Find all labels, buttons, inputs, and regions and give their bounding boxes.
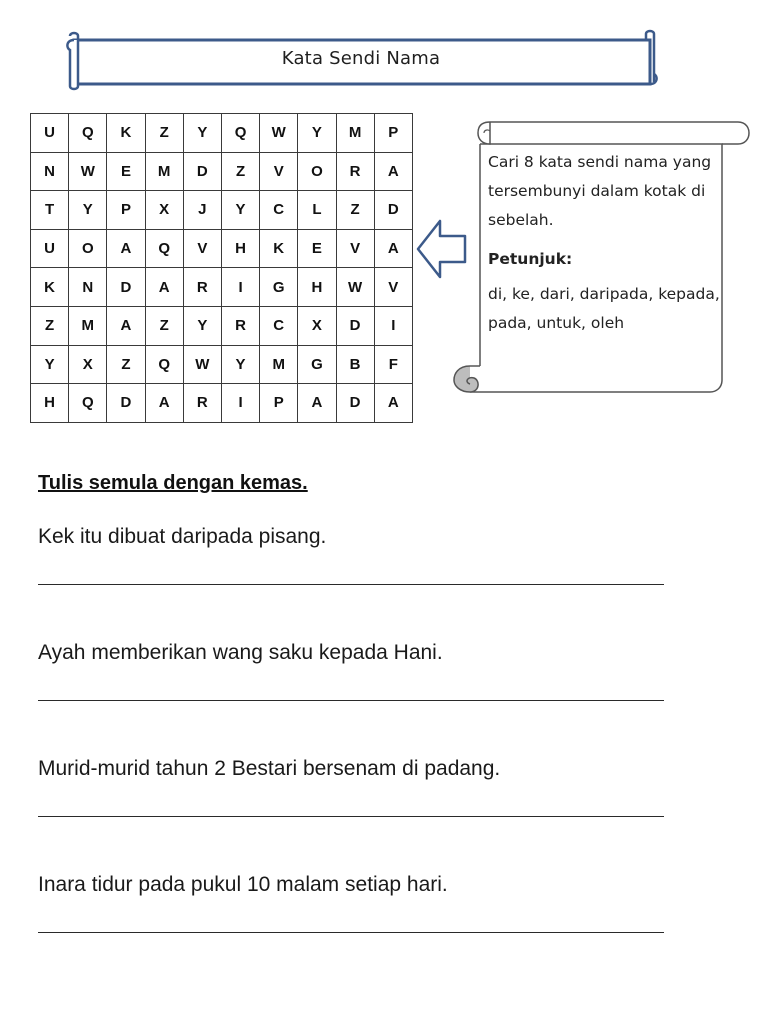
grid-cell[interactable]: Y (221, 191, 259, 230)
grid-cell[interactable]: A (107, 306, 145, 345)
grid-cell[interactable]: D (336, 306, 374, 345)
grid-cell[interactable]: M (69, 306, 107, 345)
grid-cell[interactable]: E (298, 229, 336, 268)
grid-cell[interactable]: I (221, 268, 259, 307)
answer-line-4[interactable] (38, 932, 664, 933)
grid-cell[interactable]: K (107, 114, 145, 153)
grid-cell[interactable]: E (107, 152, 145, 191)
grid-row (31, 268, 413, 307)
grid-cell[interactable]: K (260, 229, 298, 268)
grid-cell[interactable]: G (298, 345, 336, 384)
exercise-heading: Tulis semula dengan kemas. (38, 472, 308, 494)
title-banner (62, 28, 660, 92)
grid-cell[interactable]: Z (336, 191, 374, 230)
exercise-sentence-2: Ayah memberikan wang saku kepada Hani. (38, 641, 443, 664)
grid-cell[interactable]: R (183, 268, 221, 307)
grid-cell[interactable]: A (107, 229, 145, 268)
grid-cell[interactable]: Y (298, 114, 336, 153)
exercise-sentence-1: Kek itu dibuat daripada pisang. (38, 525, 327, 548)
grid-cell[interactable]: Z (107, 345, 145, 384)
hint-heading: Petunjuk: (488, 250, 573, 268)
grid-cell[interactable]: D (336, 384, 374, 423)
grid-cell[interactable]: W (336, 268, 374, 307)
grid-cell[interactable]: X (145, 191, 183, 230)
grid-cell[interactable]: Z (31, 306, 69, 345)
grid-cell[interactable]: J (183, 191, 221, 230)
grid-cell[interactable]: L (298, 191, 336, 230)
grid-cell[interactable]: R (183, 384, 221, 423)
grid-cell[interactable]: Z (221, 152, 259, 191)
grid-cell[interactable]: I (221, 384, 259, 423)
grid-cell[interactable]: H (221, 229, 259, 268)
grid-cell[interactable]: Y (69, 191, 107, 230)
grid-cell[interactable]: N (31, 152, 69, 191)
answer-line-2[interactable] (38, 700, 664, 701)
grid-cell[interactable]: K (31, 268, 69, 307)
grid-cell[interactable]: N (69, 268, 107, 307)
grid-cell[interactable]: I (374, 306, 412, 345)
grid-cell[interactable]: Z (145, 306, 183, 345)
grid-cell[interactable]: X (69, 345, 107, 384)
grid-cell[interactable]: Q (145, 229, 183, 268)
grid-cell[interactable]: A (374, 229, 412, 268)
grid-cell[interactable]: G (260, 268, 298, 307)
grid-cell[interactable]: A (145, 384, 183, 423)
grid-cell[interactable]: V (260, 152, 298, 191)
grid-row (31, 114, 413, 153)
grid-cell[interactable]: R (336, 152, 374, 191)
grid-row (31, 191, 413, 230)
grid-cell[interactable]: U (31, 229, 69, 268)
grid-cell[interactable]: P (374, 114, 412, 153)
grid-cell[interactable]: O (69, 229, 107, 268)
page-title: Kata Sendi Nama (281, 48, 441, 69)
grid-row (31, 345, 413, 384)
hint-instruction: Cari 8 kata sendi nama yang tersembunyi dalam kotak di sebelah. (488, 153, 712, 229)
grid-cell[interactable]: H (298, 268, 336, 307)
grid-body (31, 114, 413, 423)
grid-cell[interactable]: Y (31, 345, 69, 384)
word-search-grid (30, 113, 413, 423)
hint-scroll (450, 118, 750, 398)
grid-cell[interactable]: U (31, 114, 69, 153)
grid-row (31, 152, 413, 191)
grid-cell[interactable]: Y (183, 114, 221, 153)
grid-cell[interactable]: M (145, 152, 183, 191)
hint-word-list: di, ke, dari, daripada, kepada, pada, untuk, oleh (488, 285, 720, 332)
grid-cell[interactable]: D (107, 268, 145, 307)
grid-row (31, 229, 413, 268)
grid-cell[interactable]: C (260, 191, 298, 230)
grid-cell[interactable]: O (298, 152, 336, 191)
grid-row (31, 384, 413, 423)
grid-cell[interactable]: V (374, 268, 412, 307)
grid-row (31, 306, 413, 345)
grid-cell[interactable]: C (260, 306, 298, 345)
grid-cell[interactable]: B (336, 345, 374, 384)
grid-cell[interactable]: V (183, 229, 221, 268)
grid-cell[interactable]: T (31, 191, 69, 230)
grid-cell[interactable]: P (260, 384, 298, 423)
answer-line-1[interactable] (38, 584, 664, 585)
exercise-sentence-3: Murid-murid tahun 2 Bestari bersenam di padang. (38, 757, 501, 780)
grid-cell[interactable]: D (107, 384, 145, 423)
grid-cell[interactable]: Y (221, 345, 259, 384)
grid-cell[interactable]: Q (221, 114, 259, 153)
grid-cell[interactable]: A (145, 268, 183, 307)
grid-cell[interactable]: M (260, 345, 298, 384)
grid-cell[interactable]: V (336, 229, 374, 268)
grid-cell[interactable]: D (183, 152, 221, 191)
grid-cell[interactable]: W (69, 152, 107, 191)
grid-cell[interactable]: A (374, 384, 412, 423)
answer-line-3[interactable] (38, 816, 664, 817)
grid-cell[interactable]: Y (183, 306, 221, 345)
grid-cell[interactable]: D (374, 191, 412, 230)
grid-cell[interactable]: Q (69, 384, 107, 423)
grid-cell[interactable]: F (374, 345, 412, 384)
grid-cell[interactable]: W (183, 345, 221, 384)
exercise-sentence-4: Inara tidur pada pukul 10 malam setiap hari. (38, 873, 448, 896)
grid-cell[interactable]: Q (145, 345, 183, 384)
grid-cell[interactable]: P (107, 191, 145, 230)
grid-cell[interactable]: Q (69, 114, 107, 153)
grid-cell[interactable]: H (31, 384, 69, 423)
grid-cell[interactable]: W (260, 114, 298, 153)
grid-cell[interactable]: M (336, 114, 374, 153)
hint-content (488, 148, 723, 338)
grid-cell[interactable]: Z (145, 114, 183, 153)
grid-cell[interactable]: A (298, 384, 336, 423)
grid-cell[interactable]: A (374, 152, 412, 191)
grid-cell[interactable]: X (298, 306, 336, 345)
grid-cell[interactable]: R (221, 306, 259, 345)
